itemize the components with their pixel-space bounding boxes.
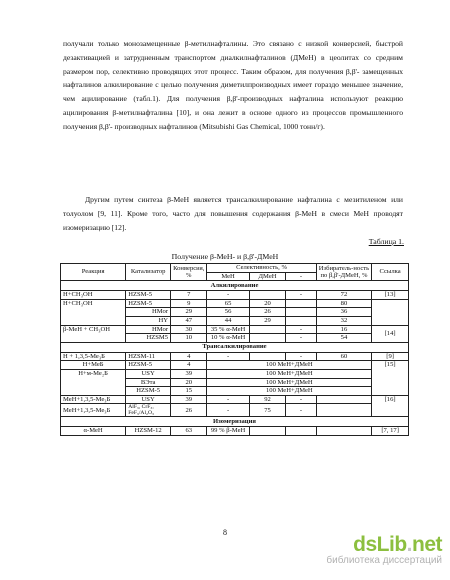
cell-sel-other: [286, 427, 316, 436]
cell-sel-dmeh: [249, 427, 286, 436]
header-conversion: Конверсия, %: [171, 264, 207, 281]
cell-sel-other: -: [286, 352, 316, 361]
cell-sel-dmeh: [249, 291, 286, 300]
cell-sel-meh: 99 % β-МеН: [207, 427, 249, 436]
section-title: Изомеризация: [61, 417, 409, 427]
cell-catalyst: HZSM5: [126, 334, 171, 343]
cell-reaction: H+CH₃OH: [61, 299, 126, 325]
cell-conversion: 9: [171, 299, 207, 308]
paragraph-1: получали только монозамещенные β-метилнафталины. Это связано с низкой конверсией, быстрой дезактивацией и затрудненным транспортом диалкилнафталинов (ДМеН) в цеолитах со средним размером пор, селективно проводящих этот процесс. Таким образом, для получения β,β'- замещенных нафталинов алкилирование с целью получения диметилпроизводных имеет гораздо меньшее значение, чем ацилирование (табл.1). Для получения β,β'-производных нафталина используют реакцию ацилирования β-метилнафталина [10], и она лежит в основе одного из процессов промышленного получения β,β'- производных нафталинов (Mitsubishi Gas Chemical, 1000 тонн/г).: [63, 39, 403, 131]
cell-ref: [372, 299, 409, 325]
cell-conversion: 4: [171, 361, 207, 370]
table-row: [61, 369, 409, 378]
cell-sel-other: [286, 299, 316, 308]
cell-sel-dmeh: 20: [249, 299, 286, 308]
cell-selectivity: 80: [316, 299, 372, 308]
cell-reaction: Н+МеБ: [61, 361, 126, 370]
table-row: [61, 352, 409, 361]
cell-ref: [16]: [372, 395, 409, 417]
cell-catalyst: HY: [126, 316, 171, 325]
cell-product: 100 МеН+ДМеН: [207, 361, 372, 370]
cell-sel-dmeh: 26: [249, 308, 286, 317]
cell-selectivity: 16: [316, 325, 372, 334]
cell-conversion: 30: [171, 325, 207, 334]
cell-selectivity: [316, 404, 372, 417]
cell-selectivity: [316, 395, 372, 404]
cell-catalyst: HZSM-5: [126, 291, 171, 300]
cell-ref: [13]: [372, 291, 409, 300]
cell-conversion: 20: [171, 378, 207, 387]
cell-sel-dmeh: [249, 334, 286, 343]
cell-selectivity: 32: [316, 316, 372, 325]
cell-conversion: 15: [171, 387, 207, 396]
header-ref: Ссылка: [372, 264, 409, 281]
header-sel-other: -: [286, 272, 316, 281]
cell-conversion: 4: [171, 352, 207, 361]
cell-ref: [9]: [372, 352, 409, 361]
cell-sel-other: [286, 316, 316, 325]
table-row: [61, 291, 409, 300]
cell-reaction: МеН+1,3,5-Ме₃Б: [61, 404, 126, 417]
cell-sel-dmeh: 92: [249, 395, 286, 404]
cell-conversion: 63: [171, 427, 207, 436]
cell-catalyst: HZSM-12: [126, 427, 171, 436]
cell-selectivity: [316, 427, 372, 436]
cell-sel-meh: 65: [207, 299, 249, 308]
cell-catalyst: HZSM-5: [126, 361, 171, 370]
cell-conversion: 26: [171, 404, 207, 417]
cell-catalyst: USY: [126, 369, 171, 378]
header-reaction: Реакция: [61, 264, 126, 281]
cell-sel-dmeh: [249, 325, 286, 334]
table-row: [61, 299, 409, 308]
cell-product: 100 МеН+ДМеН: [207, 369, 372, 378]
cell-sel-other: [286, 308, 316, 317]
cell-catalyst: HZSM-5: [126, 299, 171, 308]
table-row: [61, 427, 409, 436]
table-row: [61, 361, 409, 370]
table-header-row: [61, 264, 409, 273]
cell-reaction: β-МеН + CH₃OH: [61, 325, 126, 342]
cell-sel-dmeh: [249, 352, 286, 361]
cell-sel-other: -: [286, 404, 316, 417]
watermark-logo: [326, 533, 442, 557]
cell-sel-other: -: [286, 291, 316, 300]
cell-conversion: 10: [171, 334, 207, 343]
section-row: [61, 281, 409, 291]
cell-sel-meh: 10 % α-МеН: [207, 334, 249, 343]
cell-sel-meh: -: [207, 395, 249, 404]
header-sel-meh: МеН: [207, 272, 249, 281]
cell-selectivity: 60: [316, 352, 372, 361]
cell-sel-other: -: [286, 334, 316, 343]
table-label: Таблица 1.: [368, 237, 404, 246]
cell-sel-dmeh: 29: [249, 316, 286, 325]
section-row: [61, 417, 409, 427]
cell-catalyst: HMor: [126, 325, 171, 334]
watermark-brand: dsLib: [353, 533, 407, 556]
watermark-dot: .: [406, 533, 412, 556]
cell-selectivity: 36: [316, 308, 372, 317]
paragraph-2: Другим путем синтеза β-МеН является трансалкилирование нафталина с мезитиленом или толуолом [9, 11]. Кроме того, часто для повышения содержания β-МеН в смеси МеН проводят изомеризацию [12].: [63, 195, 403, 232]
cell-catalyst: HZSM-5: [126, 387, 171, 396]
cell-catalyst: HMor: [126, 308, 171, 317]
cell-sel-meh: 56: [207, 308, 249, 317]
cell-catalyst: AlF₃, CrF₃, FeF₃/Al₂O₃: [126, 404, 171, 417]
table-row: [61, 325, 409, 334]
results-table: [60, 263, 409, 436]
cell-sel-meh: -: [207, 291, 249, 300]
cell-conversion: 29: [171, 308, 207, 317]
watermark-subtitle: библиотека диссертаций: [326, 555, 442, 566]
section-title: Трансалкилирование: [61, 342, 409, 352]
table-title: Получение β-МеН- и β,β'-ДМеН: [171, 252, 279, 261]
table-row: [61, 404, 409, 417]
header-sel-dmeh: ДМеН: [249, 272, 286, 281]
cell-ref: [15]: [372, 361, 409, 395]
cell-selectivity: 72: [316, 291, 372, 300]
cell-catalyst: HZSM-11: [126, 352, 171, 361]
cell-conversion: 39: [171, 395, 207, 404]
watermark: [326, 533, 442, 566]
cell-sel-other: -: [286, 325, 316, 334]
cell-sel-meh: 35 % α-МеН: [207, 325, 249, 334]
cell-sel-other: -: [286, 395, 316, 404]
cell-sel-meh: -: [207, 404, 249, 417]
section-title: Алкилирование: [61, 281, 409, 291]
cell-selectivity: 54: [316, 334, 372, 343]
cell-sel-meh: -: [207, 352, 249, 361]
header-selectivity: Селективность, %: [207, 264, 316, 273]
header-catalyst: Катализатор: [126, 264, 171, 281]
section-row: [61, 342, 409, 352]
watermark-tld: net: [412, 533, 442, 556]
cell-sel-dmeh: 75: [249, 404, 286, 417]
cell-reaction: МеН+1,3,5-Ме₃Б: [61, 395, 126, 404]
cell-reaction: Н+м-Ме₂Б: [61, 369, 126, 395]
cell-product: 100 МеН+ДМеН: [207, 387, 372, 396]
cell-reaction: α-МеН: [61, 427, 126, 436]
cell-conversion: 7: [171, 291, 207, 300]
cell-conversion: 47: [171, 316, 207, 325]
cell-catalyst: BЭта: [126, 378, 171, 387]
cell-ref: [14]: [372, 325, 409, 342]
cell-ref: [7, 17]: [372, 427, 409, 436]
cell-reaction: Н + 1,3,5-Ме₃Б: [61, 352, 126, 361]
cell-catalyst: USY: [126, 395, 171, 404]
cell-conversion: 39: [171, 369, 207, 378]
cell-product: 100 МеН+ДМеН: [207, 378, 372, 387]
cell-sel-meh: 44: [207, 316, 249, 325]
header-selectivity-ratio: Избиратель-ность по β,β'-ДМеН, %: [316, 264, 372, 281]
page-number: 8: [223, 528, 227, 537]
cell-reaction: H+CH₃OH: [61, 291, 126, 300]
table-row: [61, 395, 409, 404]
